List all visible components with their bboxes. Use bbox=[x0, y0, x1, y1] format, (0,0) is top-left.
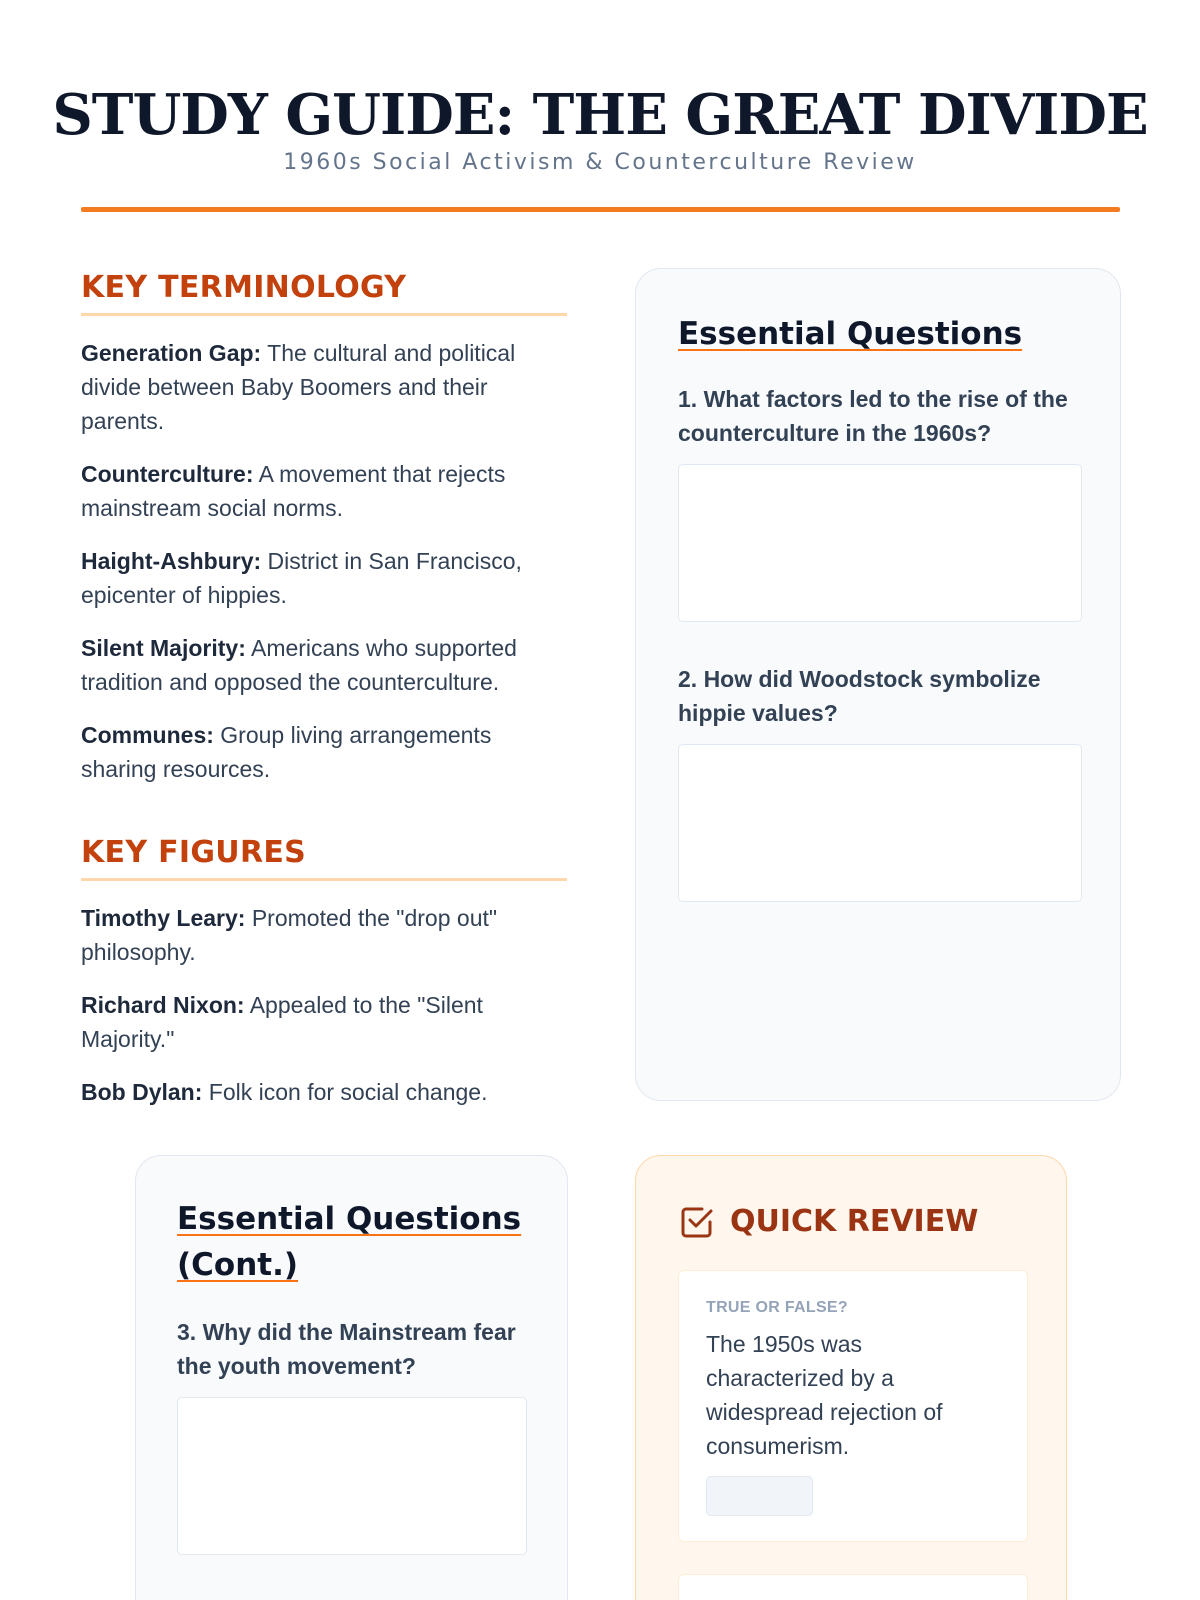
checkbox-icon bbox=[680, 1205, 714, 1239]
quick-review-title: QUICK REVIEW bbox=[730, 1204, 979, 1239]
figure-description: Appealed to the "Silent Majority." bbox=[81, 992, 483, 1052]
term-definition: District in San Francisco, epicenter of hippies. bbox=[81, 548, 522, 608]
essential-questions-card bbox=[635, 268, 1121, 1101]
figure-name: Richard Nixon: bbox=[81, 992, 245, 1018]
term-name: Generation Gap: bbox=[81, 340, 262, 366]
terminology-list bbox=[81, 336, 567, 786]
answer-box-1[interactable] bbox=[678, 464, 1082, 622]
term-definition: The cultural and political divide between Baby Boomers and their parents. bbox=[81, 340, 516, 434]
figures-list bbox=[81, 901, 567, 1109]
page-title: STUDY GUIDE: THE GREAT DIVIDE bbox=[52, 82, 1148, 148]
essential-questions-cont-heading: Essential Questions (Cont.) bbox=[177, 1201, 522, 1283]
question-3: 3. Why did the Mainstream fear the youth movement? bbox=[177, 1319, 516, 1379]
term-item bbox=[81, 457, 567, 525]
quick-review-heading bbox=[680, 1204, 978, 1239]
true-false-card bbox=[678, 1270, 1028, 1542]
term-name: Counterculture: bbox=[81, 461, 254, 487]
term-item bbox=[81, 631, 567, 699]
terminology-heading: KEY TERMINOLOGY bbox=[81, 270, 567, 316]
figure-name: Timothy Leary: bbox=[81, 905, 246, 931]
figure-item bbox=[81, 988, 567, 1056]
figure-description: Promoted the "drop out" philosophy. bbox=[81, 905, 498, 965]
term-name: Silent Majority: bbox=[81, 635, 246, 661]
question-1: 1. What factors led to the rise of the counterculture in the 1960s? bbox=[678, 386, 1068, 446]
question-2: 2. How did Woodstock symbolize hippie values? bbox=[678, 666, 1041, 726]
figure-name: Bob Dylan: bbox=[81, 1079, 203, 1105]
quick-review-card bbox=[635, 1155, 1067, 1600]
true-false-answer-field[interactable] bbox=[706, 1476, 813, 1516]
essential-questions-heading: Essential Questions bbox=[678, 316, 1023, 352]
term-item bbox=[81, 336, 567, 438]
figure-item bbox=[81, 901, 567, 969]
true-false-statement: The 1950s was characterized by a widespread rejection of consumerism. bbox=[706, 1331, 943, 1459]
term-name: Haight-Ashbury: bbox=[81, 548, 262, 574]
essential-questions-cont-card bbox=[135, 1155, 568, 1600]
header-divider bbox=[81, 207, 1120, 212]
answer-box-2[interactable] bbox=[678, 744, 1082, 902]
term-definition: A movement that rejects mainstream social norms. bbox=[81, 461, 506, 521]
answer-box-3[interactable] bbox=[177, 1397, 527, 1555]
figures-heading: KEY FIGURES bbox=[81, 835, 567, 881]
left-column bbox=[81, 270, 567, 1128]
true-false-label: TRUE OR FALSE? bbox=[706, 1299, 848, 1316]
term-item bbox=[81, 544, 567, 612]
term-item bbox=[81, 718, 567, 786]
term-definition: Americans who supported tradition and opposed the counterculture. bbox=[81, 635, 517, 695]
figure-description: Folk icon for social change. bbox=[202, 1079, 488, 1105]
figure-item bbox=[81, 1075, 567, 1109]
term-definition: Group living arrangements sharing resources. bbox=[81, 722, 492, 782]
review-card-next bbox=[678, 1574, 1028, 1600]
term-name: Communes: bbox=[81, 722, 214, 748]
page-subtitle: 1960s Social Activism & Counterculture Review bbox=[283, 150, 917, 175]
